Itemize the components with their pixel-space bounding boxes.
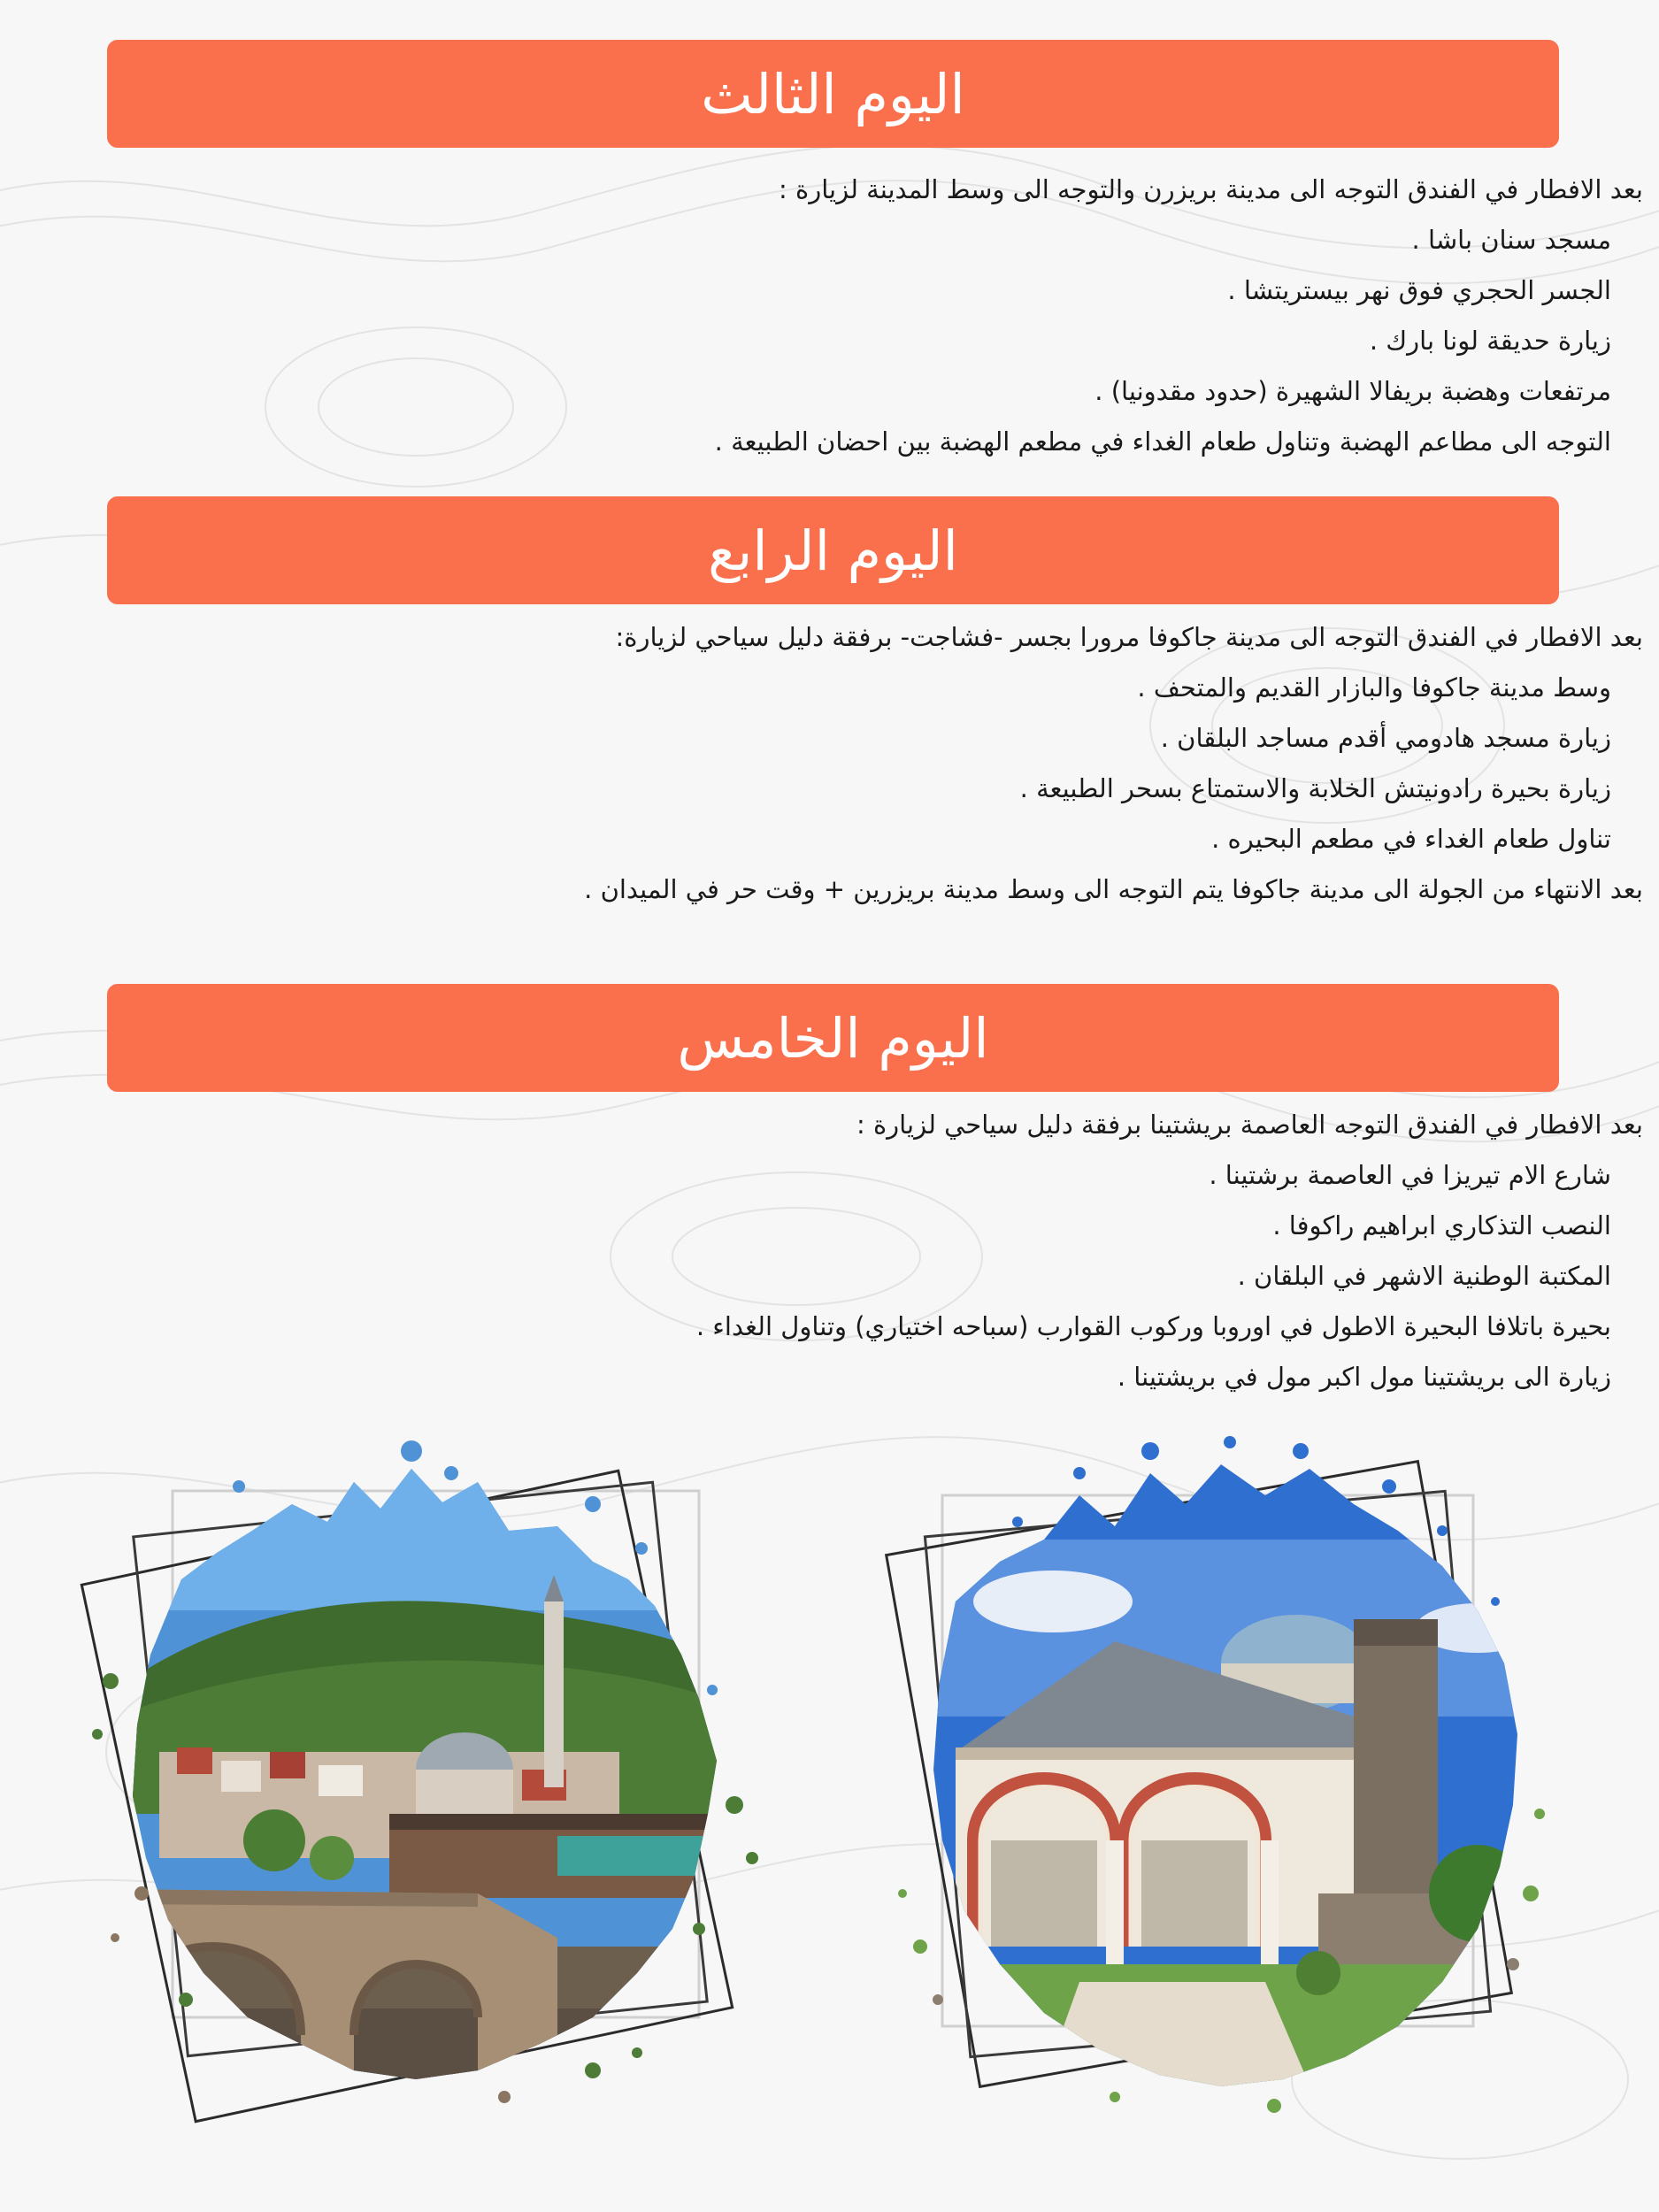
day3-title: اليوم الثالث	[701, 61, 965, 127]
list-item: المكتبة الوطنية الاشهر في البلقان .	[1237, 1261, 1611, 1291]
day4-intro: بعد الافطار في الفندق التوجه الى مدينة جاكوفا مرورا بجسر -فشاجت- برفقة دليل سياحي لزيارة:	[615, 622, 1643, 652]
day3-banner	[107, 40, 1559, 148]
day3-content	[33, 165, 1643, 467]
day5-items	[33, 1150, 1643, 1402]
day4-closing: بعد الانتهاء من الجولة الى مدينة جاكوفا يتم التوجه الى وسط مدينة بريزرين + وقت حر في الميدان .	[584, 874, 1643, 904]
list-item: مرتفعات وهضبة بريفالا الشهيرة (حدود مقدونيا) .	[1094, 376, 1611, 406]
day5-banner	[107, 984, 1559, 1092]
day5-intro: بعد الافطار في الفندق التوجه العاصمة بريشتينا برفقة دليل سياحي لزيارة :	[856, 1110, 1643, 1140]
day4-content	[33, 612, 1643, 915]
list-item: مسجد سنان باشا .	[1411, 225, 1611, 255]
day5-content	[33, 1100, 1643, 1402]
day4-banner	[107, 496, 1559, 604]
list-item: النصب التذكاري ابراهيم راكوفا .	[1272, 1210, 1611, 1240]
list-item: التوجه الى مطاعم الهضبة وتناول طعام الغداء في مطعم الهضبة بين احضان الطبيعة .	[714, 426, 1611, 457]
day4-items	[33, 663, 1643, 864]
list-item: زيارة بحيرة رادونيتش الخلابة والاستمتاع بسحر الطبيعة .	[1019, 773, 1611, 803]
list-item: الجسر الحجري فوق نهر بيستريتشا .	[1227, 275, 1611, 305]
list-item: وسط مدينة جاكوفا والبازار القديم والمتحف .	[1137, 672, 1611, 703]
mosque-photo	[858, 1398, 1593, 2132]
prizren-stone-bridge-photo	[62, 1398, 796, 2132]
day3-items	[33, 215, 1643, 467]
list-item: زيارة مسجد هادومي أقدم مساجد البلقان .	[1160, 723, 1611, 753]
list-item: زيارة الى بريشتينا مول اكبر مول في بريشتينا .	[1117, 1362, 1611, 1392]
day5-title: اليوم الخامس	[677, 1005, 989, 1071]
list-item: زيارة حديقة لونا بارك .	[1369, 326, 1611, 356]
list-item: شارع الام تيريزا في العاصمة برشتينا .	[1209, 1160, 1611, 1190]
list-item: تناول طعام الغداء في مطعم البحيره .	[1211, 824, 1611, 854]
day4-title: اليوم الرابع	[708, 518, 958, 583]
day3-intro: بعد الافطار في الفندق التوجه الى مدينة بريزرن والتوجه الى وسط المدينة لزيارة :	[779, 174, 1643, 204]
list-item: بحيرة باتلافا البحيرة الاطول في اوروبا وركوب القوارب (سباحه اختياري) وتناول الغداء .	[695, 1311, 1611, 1341]
